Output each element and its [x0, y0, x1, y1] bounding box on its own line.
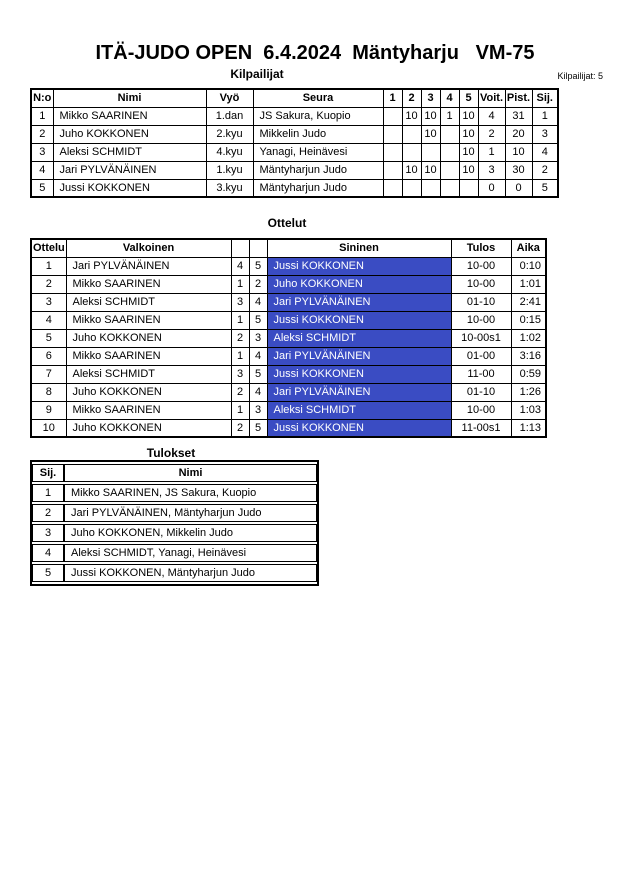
cell-sininen-name: Jussi KOKKONEN [267, 419, 451, 437]
cell-valkoinen-number: 2 [231, 419, 249, 437]
cell-sininen-number: 5 [249, 257, 267, 275]
kilpailijat-header-row [31, 89, 558, 107]
cell-tulos: 10-00s1 [451, 329, 511, 347]
cell-match-number: 3 [31, 293, 66, 311]
cell-aika: 2:41 [511, 293, 546, 311]
col-header-sininen-number [249, 239, 267, 257]
cell-sij: 4 [532, 143, 558, 161]
tulokset-row [32, 544, 317, 562]
cell-score-vs-2: 10 [402, 107, 421, 125]
col-header-opp-1: 1 [383, 89, 402, 107]
cell-vyo: 3.kyu [206, 179, 253, 197]
cell-seura: Mikkelin Judo [253, 125, 383, 143]
cell-score-vs-5: 10 [459, 125, 478, 143]
cell-aika: 0:59 [511, 365, 546, 383]
col-header-sij: Sij. [32, 464, 64, 482]
cell-sininen-name: Jussi KOKKONEN [267, 257, 451, 275]
col-header-nimi: Nimi [53, 89, 206, 107]
cell-valkoinen-number: 1 [231, 401, 249, 419]
ottelut-row [31, 383, 546, 401]
cell-competitor-number: 4 [31, 161, 53, 179]
cell-placement: 5 [32, 564, 64, 582]
ottelut-row [31, 365, 546, 383]
kilpailijat-row [31, 125, 558, 143]
cell-valkoinen-number: 1 [231, 311, 249, 329]
cell-valkoinen-name: Juho KOKKONEN [66, 419, 231, 437]
cell-seura: Mäntyharjun Judo [253, 161, 383, 179]
cell-valkoinen-name: Mikko SAARINEN [66, 275, 231, 293]
competitors-count-label: Kilpailijat: 5 [557, 71, 603, 81]
cell-vyo: 2.kyu [206, 125, 253, 143]
cell-score-vs-1 [383, 161, 402, 179]
cell-vyo: 4.kyu [206, 143, 253, 161]
ottelut-row [31, 401, 546, 419]
cell-score-vs-1 [383, 107, 402, 125]
col-header-opp-4: 4 [440, 89, 459, 107]
cell-competitor-number: 1 [31, 107, 53, 125]
cell-valkoinen-name: Juho KOKKONEN [66, 329, 231, 347]
cell-sininen-name: Juho KOKKONEN [267, 275, 451, 293]
kilpailijat-table [30, 88, 559, 198]
cell-nimi: Aleksi SCHMIDT [53, 143, 206, 161]
cell-sininen-number: 3 [249, 401, 267, 419]
cell-tulos: 10-00 [451, 257, 511, 275]
cell-score-vs-5: 10 [459, 107, 478, 125]
cell-pist: 31 [505, 107, 532, 125]
tulokset-table [30, 460, 319, 586]
col-header-sij: Sij. [532, 89, 558, 107]
cell-score-vs-1 [383, 125, 402, 143]
col-header-opp-5: 5 [459, 89, 478, 107]
cell-placement: 4 [32, 544, 64, 562]
cell-tulos: 01-10 [451, 383, 511, 401]
cell-tulos: 01-00 [451, 347, 511, 365]
cell-sininen-number: 2 [249, 275, 267, 293]
col-header-valkoinen: Valkoinen [66, 239, 231, 257]
cell-pist: 10 [505, 143, 532, 161]
cell-voit: 1 [478, 143, 505, 161]
cell-sij: 5 [532, 179, 558, 197]
cell-sij: 2 [532, 161, 558, 179]
cell-seura: JS Sakura, Kuopio [253, 107, 383, 125]
cell-valkoinen-number: 1 [231, 347, 249, 365]
cell-competitor-number: 5 [31, 179, 53, 197]
kilpailijat-row [31, 107, 558, 125]
cell-sininen-number: 4 [249, 383, 267, 401]
cell-valkoinen-number: 3 [231, 365, 249, 383]
tulokset-row [32, 504, 317, 522]
cell-sininen-name: Jussi KOKKONEN [267, 311, 451, 329]
cell-score-vs-1 [383, 143, 402, 161]
cell-valkoinen-number: 3 [231, 293, 249, 311]
cell-valkoinen-name: Mikko SAARINEN [66, 311, 231, 329]
cell-result-name: Jussi KOKKONEN, Mäntyharjun Judo [64, 564, 317, 582]
cell-aika: 0:10 [511, 257, 546, 275]
cell-score-vs-4 [440, 143, 459, 161]
cell-match-number: 8 [31, 383, 66, 401]
col-header-pist: Pist. [505, 89, 532, 107]
col-header-valkoinen-number [231, 239, 249, 257]
cell-score-vs-2: 10 [402, 161, 421, 179]
cell-sininen-number: 5 [249, 365, 267, 383]
cell-aika: 1:01 [511, 275, 546, 293]
col-header-no: N:o [31, 89, 53, 107]
cell-result-name: Juho KOKKONEN, Mikkelin Judo [64, 524, 317, 542]
cell-voit: 3 [478, 161, 505, 179]
cell-score-vs-2 [402, 125, 421, 143]
cell-aika: 1:02 [511, 329, 546, 347]
cell-aika: 1:13 [511, 419, 546, 437]
cell-aika: 3:16 [511, 347, 546, 365]
cell-valkoinen-number: 4 [231, 257, 249, 275]
cell-tulos: 10-00 [451, 401, 511, 419]
cell-pist: 20 [505, 125, 532, 143]
cell-score-vs-2 [402, 143, 421, 161]
cell-match-number: 7 [31, 365, 66, 383]
cell-sininen-number: 3 [249, 329, 267, 347]
cell-score-vs-5: 10 [459, 143, 478, 161]
cell-result-name: Jari PYLVÄNÄINEN, Mäntyharjun Judo [64, 504, 317, 522]
ottelut-row [31, 329, 546, 347]
tulokset-row [32, 564, 317, 582]
tulokset-row [32, 484, 317, 502]
cell-score-vs-4 [440, 161, 459, 179]
cell-valkoinen-number: 1 [231, 275, 249, 293]
cell-pist: 30 [505, 161, 532, 179]
cell-result-name: Mikko SAARINEN, JS Sakura, Kuopio [64, 484, 317, 502]
cell-tulos: 10-00 [451, 275, 511, 293]
ottelut-table [30, 238, 547, 438]
cell-score-vs-3 [421, 143, 440, 161]
ottelut-heading: Ottelut [267, 216, 307, 230]
cell-valkoinen-number: 2 [231, 383, 249, 401]
cell-match-number: 4 [31, 311, 66, 329]
cell-score-vs-3: 10 [421, 161, 440, 179]
col-header-tulos: Tulos [451, 239, 511, 257]
cell-tulos: 10-00 [451, 311, 511, 329]
cell-placement: 1 [32, 484, 64, 502]
tulokset-row [32, 524, 317, 542]
cell-valkoinen-name: Mikko SAARINEN [66, 347, 231, 365]
cell-valkoinen-name: Aleksi SCHMIDT [66, 293, 231, 311]
ottelut-header-row [31, 239, 546, 257]
cell-result-name: Aleksi SCHMIDT, Yanagi, Heinävesi [64, 544, 317, 562]
cell-voit: 4 [478, 107, 505, 125]
col-header-aika: Aika [511, 239, 546, 257]
col-header-sininen: Sininen [267, 239, 451, 257]
cell-score-vs-5 [459, 179, 478, 197]
kilpailijat-row [31, 143, 558, 161]
cell-aika: 1:03 [511, 401, 546, 419]
ottelut-row [31, 293, 546, 311]
cell-nimi: Mikko SAARINEN [53, 107, 206, 125]
cell-score-vs-1 [383, 179, 402, 197]
cell-seura: Mäntyharjun Judo [253, 179, 383, 197]
cell-sininen-name: Aleksi SCHMIDT [267, 329, 451, 347]
cell-voit: 2 [478, 125, 505, 143]
cell-match-number: 2 [31, 275, 66, 293]
cell-match-number: 6 [31, 347, 66, 365]
cell-tulos: 11-00s1 [451, 419, 511, 437]
cell-pist: 0 [505, 179, 532, 197]
col-header-seura: Seura [253, 89, 383, 107]
cell-seura: Yanagi, Heinävesi [253, 143, 383, 161]
cell-sininen-name: Jussi KOKKONEN [267, 365, 451, 383]
cell-score-vs-4 [440, 125, 459, 143]
cell-sininen-name: Jari PYLVÄNÄINEN [267, 293, 451, 311]
cell-score-vs-2 [402, 179, 421, 197]
cell-match-number: 5 [31, 329, 66, 347]
col-header-voit: Voit. [478, 89, 505, 107]
tulokset-header-row [32, 464, 317, 482]
cell-voit: 0 [478, 179, 505, 197]
cell-score-vs-4: 1 [440, 107, 459, 125]
cell-placement: 2 [32, 504, 64, 522]
col-header-opp-2: 2 [402, 89, 421, 107]
col-header-opp-3: 3 [421, 89, 440, 107]
cell-placement: 3 [32, 524, 64, 542]
kilpailijat-heading: Kilpailijat [230, 67, 284, 81]
cell-match-number: 10 [31, 419, 66, 437]
cell-score-vs-5: 10 [459, 161, 478, 179]
cell-nimi: Jussi KOKKONEN [53, 179, 206, 197]
cell-score-vs-3: 10 [421, 125, 440, 143]
cell-sij: 1 [532, 107, 558, 125]
cell-sininen-name: Jari PYLVÄNÄINEN [267, 383, 451, 401]
cell-match-number: 9 [31, 401, 66, 419]
ottelut-row [31, 419, 546, 437]
cell-nimi: Jari PYLVÄNÄINEN [53, 161, 206, 179]
cell-valkoinen-name: Mikko SAARINEN [66, 401, 231, 419]
tulokset-heading: Tulokset [146, 446, 196, 460]
cell-sininen-name: Aleksi SCHMIDT [267, 401, 451, 419]
cell-match-number: 1 [31, 257, 66, 275]
kilpailijat-row [31, 179, 558, 197]
ottelut-row [31, 275, 546, 293]
cell-sininen-number: 4 [249, 347, 267, 365]
cell-score-vs-4 [440, 179, 459, 197]
cell-vyo: 1.dan [206, 107, 253, 125]
cell-valkoinen-name: Juho KOKKONEN [66, 383, 231, 401]
cell-aika: 0:15 [511, 311, 546, 329]
col-header-nimi: Nimi [64, 464, 317, 482]
ottelut-body [31, 257, 546, 437]
cell-sininen-number: 5 [249, 419, 267, 437]
col-header-ottelu: Ottelu [31, 239, 66, 257]
cell-sininen-name: Jari PYLVÄNÄINEN [267, 347, 451, 365]
cell-tulos: 01-10 [451, 293, 511, 311]
kilpailijat-body [31, 107, 558, 197]
ottelut-row [31, 347, 546, 365]
kilpailijat-row [31, 161, 558, 179]
cell-vyo: 1.kyu [206, 161, 253, 179]
cell-nimi: Juho KOKKONEN [53, 125, 206, 143]
ottelut-row [31, 257, 546, 275]
cell-tulos: 11-00 [451, 365, 511, 383]
cell-score-vs-3 [421, 179, 440, 197]
cell-score-vs-3: 10 [421, 107, 440, 125]
cell-valkoinen-name: Jari PYLVÄNÄINEN [66, 257, 231, 275]
cell-sininen-number: 5 [249, 311, 267, 329]
ottelut-row [31, 311, 546, 329]
page-title: ITÄ-JUDO OPEN 6.4.2024 Mäntyharju VM-75 [95, 42, 535, 64]
cell-competitor-number: 2 [31, 125, 53, 143]
cell-sij: 3 [532, 125, 558, 143]
cell-sininen-number: 4 [249, 293, 267, 311]
cell-valkoinen-number: 2 [231, 329, 249, 347]
tulokset-body [32, 484, 317, 582]
col-header-vyo: Vyö [206, 89, 253, 107]
cell-valkoinen-name: Aleksi SCHMIDT [66, 365, 231, 383]
cell-aika: 1:26 [511, 383, 546, 401]
cell-competitor-number: 3 [31, 143, 53, 161]
